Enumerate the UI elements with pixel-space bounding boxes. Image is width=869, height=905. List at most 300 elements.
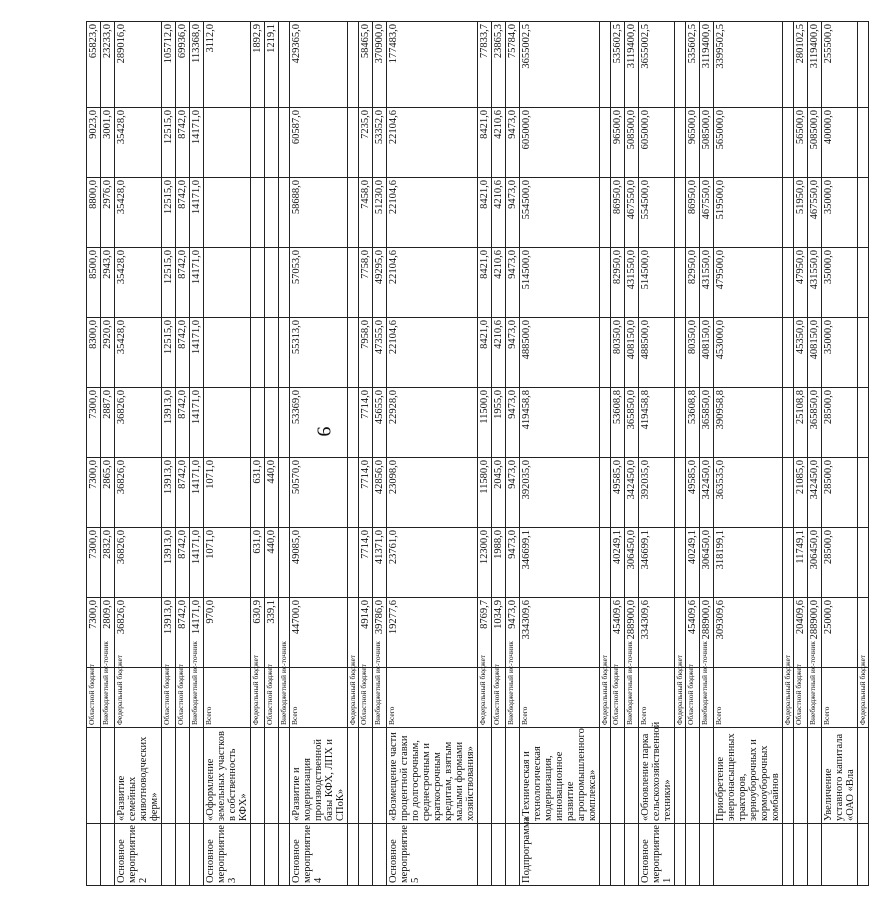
value-cell: 80350,0 [686, 318, 700, 388]
value-cell: 9473,0 [506, 528, 520, 598]
value-cell: 288900,0 [808, 598, 822, 668]
value-cell: 36826,0 [115, 528, 162, 598]
funding-source-cell: Всего [290, 668, 348, 728]
program-cell: Основное мероприятие 4 [290, 824, 348, 886]
funding-source-cell: Областной бюджет [87, 668, 101, 728]
value-cell: 53369,0 [290, 388, 348, 458]
value-cell: 488500,0 [639, 318, 675, 388]
value-cell: 20409,6 [794, 598, 808, 668]
value-cell: 13913,0 [162, 598, 176, 668]
funding-source-cell: Всего [714, 668, 783, 728]
value-cell: 2809,0 [101, 598, 115, 668]
value-cell: 8300,0 [87, 318, 101, 388]
value-cell: 508500,0 [700, 108, 714, 178]
value-cell [348, 248, 359, 318]
value-cell: 554500,0 [639, 178, 675, 248]
value-cell [348, 108, 359, 178]
program-cell [794, 824, 808, 886]
value-cell [348, 388, 359, 458]
funding-source-cell: Областной бюджет [162, 668, 176, 728]
value-cell: 2832,0 [101, 528, 115, 598]
value-cell: 3399502,5 [714, 22, 783, 108]
value-cell: 12300,0 [478, 528, 492, 598]
table-row [714, 22, 783, 886]
value-cell [348, 178, 359, 248]
activity-name-cell [101, 728, 115, 824]
value-cell: 8769,7 [478, 598, 492, 668]
value-cell: 13913,0 [162, 528, 176, 598]
value-cell [251, 388, 265, 458]
value-cell: 2865,0 [101, 458, 115, 528]
value-cell: 8421,0 [478, 318, 492, 388]
value-cell: 342450,0 [808, 458, 822, 528]
program-cell [279, 824, 290, 886]
activity-name-cell: Увеличение уставного капитала «ОАО «Вла [822, 728, 858, 824]
value-cell: 8742,0 [176, 598, 190, 668]
activity-name-cell [506, 728, 520, 824]
value-cell: 342450,0 [625, 458, 639, 528]
value-cell: 306450,0 [808, 528, 822, 598]
value-cell: 2887,0 [101, 388, 115, 458]
value-cell: 7458,0 [359, 178, 373, 248]
value-cell: 8742,0 [176, 178, 190, 248]
value-cell: 4210,6 [492, 108, 506, 178]
value-cell: 342450,0 [700, 458, 714, 528]
value-cell: 69936,0 [176, 22, 190, 108]
table-row [279, 22, 290, 886]
value-cell: 408150,0 [625, 318, 639, 388]
value-cell: 339,1 [265, 598, 279, 668]
value-cell: 14171,0 [190, 388, 204, 458]
value-cell: 44700,0 [290, 598, 348, 668]
activity-name-cell [492, 728, 506, 824]
table-row [506, 22, 520, 886]
value-cell [600, 248, 611, 318]
activity-name-cell [675, 728, 686, 824]
value-cell [675, 458, 686, 528]
value-cell [251, 108, 265, 178]
value-cell: 467550,0 [700, 178, 714, 248]
table-row [639, 22, 675, 886]
value-cell: 22104,6 [387, 248, 478, 318]
value-cell: 7300,0 [87, 458, 101, 528]
value-cell: 35428,0 [115, 108, 162, 178]
value-cell: 306450,0 [700, 528, 714, 598]
value-cell [279, 22, 290, 108]
value-cell: 605000,0 [520, 108, 600, 178]
budget-table-sheet [86, 22, 868, 886]
funding-source-cell: Всего [639, 668, 675, 728]
value-cell: 431550,0 [808, 248, 822, 318]
funding-source-cell: Федеральный бюджет [251, 668, 265, 728]
program-cell [783, 824, 794, 886]
value-cell [783, 178, 794, 248]
program-cell [858, 824, 869, 886]
funding-source-cell: Областной бюджет [686, 668, 700, 728]
value-cell: 36826,0 [115, 598, 162, 668]
table-row [204, 22, 251, 886]
value-cell: 11500,0 [478, 388, 492, 458]
value-cell: 9023,0 [87, 108, 101, 178]
value-cell: 9473,0 [506, 388, 520, 458]
value-cell: 1219,1 [265, 22, 279, 108]
value-cell [675, 318, 686, 388]
value-cell [251, 178, 265, 248]
value-cell: 11749,1 [794, 528, 808, 598]
value-cell: 47355,0 [373, 318, 387, 388]
value-cell: 7300,0 [87, 598, 101, 668]
value-cell: 431550,0 [625, 248, 639, 318]
value-cell: 631,0 [251, 458, 265, 528]
table-row [478, 22, 492, 886]
activity-name-cell [600, 728, 611, 824]
funding-source-cell: Всего [204, 668, 251, 728]
value-cell: 8421,0 [478, 178, 492, 248]
program-cell [251, 824, 265, 886]
value-cell [251, 248, 265, 318]
value-cell: 28500,0 [822, 458, 858, 528]
program-cell [373, 824, 387, 886]
value-cell [858, 108, 869, 178]
value-cell [600, 22, 611, 108]
value-cell: 630,9 [251, 598, 265, 668]
value-cell: 55313,0 [290, 318, 348, 388]
value-cell: 177483,0 [387, 22, 478, 108]
value-cell: 19277,6 [387, 598, 478, 668]
activity-name-cell [373, 728, 387, 824]
program-cell [808, 824, 822, 886]
value-cell: 440,0 [265, 528, 279, 598]
value-cell [348, 318, 359, 388]
funding-source-cell: Областной бюджет [265, 668, 279, 728]
funding-source-cell: Областной бюджет [359, 668, 373, 728]
value-cell: 75784,0 [506, 22, 520, 108]
value-cell [783, 248, 794, 318]
budget-table [86, 21, 869, 886]
value-cell [265, 248, 279, 318]
value-cell: 306450,0 [625, 528, 639, 598]
value-cell [600, 528, 611, 598]
value-cell: 42856,0 [373, 458, 387, 528]
value-cell: 334309,6 [639, 598, 675, 668]
value-cell: 22104,6 [387, 178, 478, 248]
value-cell: 23233,0 [101, 22, 115, 108]
value-cell: 22104,6 [387, 318, 478, 388]
value-cell: 9473,0 [506, 248, 520, 318]
program-cell [190, 824, 204, 886]
funding-source-cell: Внебюджетный ис-точник [373, 668, 387, 728]
value-cell: 40249,1 [686, 528, 700, 598]
funding-source-cell: Областной бюджет [611, 668, 625, 728]
value-cell [204, 178, 251, 248]
value-cell: 1892,9 [251, 22, 265, 108]
value-cell: 554500,0 [520, 178, 600, 248]
value-cell: 365850,0 [700, 388, 714, 458]
program-cell: Основное мероприятие 5 [387, 824, 478, 886]
value-cell: 12515,0 [162, 248, 176, 318]
value-cell: 49085,0 [290, 528, 348, 598]
value-cell: 36826,0 [115, 388, 162, 458]
value-cell: 970,0 [204, 598, 251, 668]
value-cell: 12515,0 [162, 318, 176, 388]
value-cell: 45350,0 [794, 318, 808, 388]
activity-name-cell [87, 728, 101, 824]
funding-source-cell: Всего [822, 668, 858, 728]
value-cell: 13913,0 [162, 458, 176, 528]
value-cell [204, 318, 251, 388]
value-cell: 3655002,5 [639, 22, 675, 108]
activity-name-cell: «Развитие семейных животноводческих ферм» [115, 728, 162, 824]
value-cell [279, 528, 290, 598]
program-cell [162, 824, 176, 886]
value-cell: 8742,0 [176, 318, 190, 388]
value-cell: 3655002,5 [520, 22, 600, 108]
value-cell: 49585,0 [686, 458, 700, 528]
value-cell: 7300,0 [87, 388, 101, 458]
value-cell: 65823,0 [87, 22, 101, 108]
value-cell: 3001,0 [101, 108, 115, 178]
value-cell: 429365,0 [290, 22, 348, 108]
funding-source-cell: Областной бюджет [176, 668, 190, 728]
value-cell: 1955,0 [492, 388, 506, 458]
activity-name-cell [176, 728, 190, 824]
program-cell [611, 824, 625, 886]
value-cell: 4914,0 [359, 598, 373, 668]
funding-source-cell: Внебюджетный ис-точник [279, 668, 290, 728]
value-cell [675, 248, 686, 318]
value-cell: 289016,0 [115, 22, 162, 108]
value-cell: 28500,0 [822, 388, 858, 458]
value-cell [279, 178, 290, 248]
value-cell: 45409,6 [611, 598, 625, 668]
value-cell: 22928,0 [387, 388, 478, 458]
program-cell [600, 824, 611, 886]
funding-source-cell: Всего [520, 668, 600, 728]
value-cell: 58688,0 [290, 178, 348, 248]
value-cell [600, 178, 611, 248]
program-cell [492, 824, 506, 886]
value-cell: 53608,8 [611, 388, 625, 458]
funding-source-cell: Федеральный бюджет [675, 668, 686, 728]
value-cell [858, 458, 869, 528]
value-cell: 60587,0 [290, 108, 348, 178]
value-cell: 3119400,0 [700, 22, 714, 108]
value-cell [783, 388, 794, 458]
table-row [251, 22, 265, 886]
value-cell [279, 248, 290, 318]
value-cell: 565000,0 [714, 108, 783, 178]
value-cell [348, 528, 359, 598]
program-cell [87, 824, 101, 886]
value-cell: 35428,0 [115, 248, 162, 318]
value-cell: 35000,0 [822, 248, 858, 318]
activity-name-cell: «Возмещение части процентной ставки по долгосрочным, среднесрочным и краткосрочным кредитам, взятым малыми формами хозяйствования» [387, 728, 478, 824]
value-cell: 2943,0 [101, 248, 115, 318]
activity-name-cell: «Оформление земельных участков в собственность КФХ» [204, 728, 251, 824]
value-cell: 280102,5 [794, 22, 808, 108]
value-cell: 96500,0 [686, 108, 700, 178]
value-cell: 8742,0 [176, 388, 190, 458]
value-cell: 40000,0 [822, 108, 858, 178]
value-cell: 41371,0 [373, 528, 387, 598]
funding-source-cell: Внебюджетный ис-точник [101, 668, 115, 728]
value-cell: 11580,0 [478, 458, 492, 528]
value-cell: 408150,0 [808, 318, 822, 388]
value-cell: 431550,0 [700, 248, 714, 318]
table-row [611, 22, 625, 886]
activity-name-cell [190, 728, 204, 824]
value-cell: 21085,0 [794, 458, 808, 528]
value-cell: 47950,0 [794, 248, 808, 318]
table-row [290, 22, 348, 886]
funding-source-cell: Федеральный бюджет [783, 668, 794, 728]
value-cell: 23865,3 [492, 22, 506, 108]
value-cell: 96500,0 [611, 108, 625, 178]
value-cell [783, 528, 794, 598]
value-cell: 35428,0 [115, 178, 162, 248]
program-cell [822, 824, 858, 886]
table-row [600, 22, 611, 886]
value-cell: 14171,0 [190, 598, 204, 668]
table-row [625, 22, 639, 886]
activity-name-cell [359, 728, 373, 824]
program-cell: Подпрограмма [520, 824, 600, 886]
activity-name-cell [794, 728, 808, 824]
value-cell: 488500,0 [520, 318, 600, 388]
value-cell: 56500,0 [794, 108, 808, 178]
value-cell: 346699,1 [639, 528, 675, 598]
value-cell: 25000,0 [822, 598, 858, 668]
value-cell [600, 388, 611, 458]
value-cell: 408150,0 [700, 318, 714, 388]
value-cell: 53608,8 [686, 388, 700, 458]
value-cell: 9473,0 [506, 318, 520, 388]
program-cell: Основное мероприятие 3 [204, 824, 251, 886]
value-cell: 309309,6 [714, 598, 783, 668]
value-cell: 1988,0 [492, 528, 506, 598]
value-cell: 4210,6 [492, 318, 506, 388]
table-row [115, 22, 162, 886]
value-cell [675, 178, 686, 248]
activity-name-cell: «Обновление парка сельскохозяйственной техники» [639, 728, 675, 824]
value-cell: 12515,0 [162, 108, 176, 178]
activity-name-cell [611, 728, 625, 824]
funding-source-cell: Областной бюджет [492, 668, 506, 728]
value-cell: 453000,0 [714, 318, 783, 388]
value-cell [858, 528, 869, 598]
value-cell [265, 318, 279, 388]
value-cell: 1071,0 [204, 458, 251, 528]
table-row [783, 22, 794, 886]
funding-source-cell: Всего [387, 668, 478, 728]
value-cell: 28500,0 [822, 528, 858, 598]
program-cell [686, 824, 700, 886]
program-cell [675, 824, 686, 886]
value-cell [858, 248, 869, 318]
value-cell: 7714,0 [359, 458, 373, 528]
value-cell: 535602,5 [611, 22, 625, 108]
activity-name-cell: Приобретение энергонасыщенных тракторов, зерноуборочных и кормоуборочных комбайнов [714, 728, 783, 824]
value-cell: 467550,0 [808, 178, 822, 248]
value-cell: 392035,0 [520, 458, 600, 528]
value-cell [204, 108, 251, 178]
program-cell [700, 824, 714, 886]
program-cell [176, 824, 190, 886]
value-cell: 82950,0 [686, 248, 700, 318]
table-row [675, 22, 686, 886]
value-cell: 39786,0 [373, 598, 387, 668]
table-row [492, 22, 506, 886]
value-cell: 288900,0 [700, 598, 714, 668]
program-cell [714, 824, 783, 886]
value-cell: 14171,0 [190, 458, 204, 528]
value-cell: 9473,0 [506, 108, 520, 178]
activity-name-cell [783, 728, 794, 824]
value-cell [204, 388, 251, 458]
activity-name-cell [625, 728, 639, 824]
value-cell: 51950,0 [794, 178, 808, 248]
table-row [858, 22, 869, 886]
table-row [808, 22, 822, 886]
value-cell [858, 178, 869, 248]
value-cell: 4210,6 [492, 178, 506, 248]
program-cell [478, 824, 492, 886]
value-cell: 12515,0 [162, 178, 176, 248]
value-cell: 605000,0 [639, 108, 675, 178]
value-cell: 14171,0 [190, 178, 204, 248]
value-cell: 45409,6 [686, 598, 700, 668]
value-cell: 288900,0 [625, 598, 639, 668]
value-cell: 2045,0 [492, 458, 506, 528]
value-cell: 3119400,0 [625, 22, 639, 108]
value-cell: 392035,0 [639, 458, 675, 528]
program-cell [359, 824, 373, 886]
program-cell [101, 824, 115, 886]
funding-source-cell: Федеральный бюджет [115, 668, 162, 728]
value-cell [600, 108, 611, 178]
table-row [700, 22, 714, 886]
value-cell: 419458,8 [520, 388, 600, 458]
value-cell: 519500,0 [714, 178, 783, 248]
table-row [101, 22, 115, 886]
table-row [373, 22, 387, 886]
activity-name-cell [478, 728, 492, 824]
value-cell: 36826,0 [115, 458, 162, 528]
activity-name-cell [265, 728, 279, 824]
value-cell [265, 178, 279, 248]
value-cell: 14171,0 [190, 248, 204, 318]
value-cell: 86950,0 [686, 178, 700, 248]
funding-source-cell: Внебюджетный ис-точник [506, 668, 520, 728]
value-cell: 23098,0 [387, 458, 478, 528]
value-cell [675, 388, 686, 458]
value-cell: 25108,8 [794, 388, 808, 458]
activity-name-cell [808, 728, 822, 824]
value-cell [783, 22, 794, 108]
value-cell [251, 318, 265, 388]
value-cell: 7300,0 [87, 528, 101, 598]
value-cell: 8421,0 [478, 248, 492, 318]
value-cell: 318199,1 [714, 528, 783, 598]
program-cell: Основное мероприятие 2 [115, 824, 162, 886]
value-cell [858, 388, 869, 458]
value-cell: 8500,0 [87, 248, 101, 318]
activity-name-cell [686, 728, 700, 824]
value-cell: 479500,0 [714, 248, 783, 318]
value-cell: 631,0 [251, 528, 265, 598]
value-cell: 3119400,0 [808, 22, 822, 108]
value-cell: 9473,0 [506, 458, 520, 528]
